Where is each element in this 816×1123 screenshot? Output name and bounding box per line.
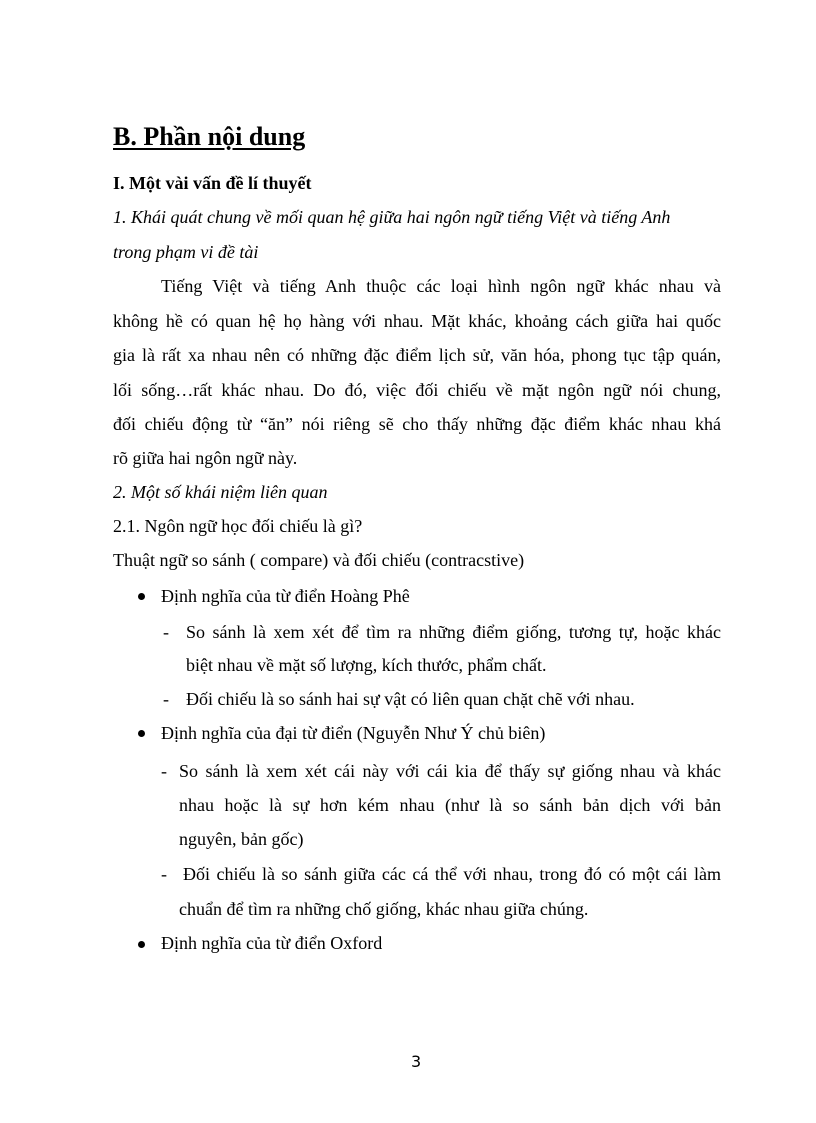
definition-item-line: biệt nhau về mặt số lượng, kích thước, phẩm chất. <box>186 655 547 675</box>
definition-item-line: So sánh là xem xét cái này với cái kia để thấy sự giống nhau và khác <box>179 761 721 781</box>
bullet-icon <box>138 593 145 600</box>
paragraph-line: gia là rất xa nhau nên có những đặc điểm lịch sử, văn hóa, phong tục tập quán, <box>113 345 721 365</box>
bullet-icon <box>138 730 145 737</box>
definition-label: Định nghĩa của từ điển Oxford <box>161 933 383 953</box>
definition-item-line: Đối chiếu là so sánh hai sự vật có liên quan chặt chẽ với nhau. <box>186 689 635 709</box>
paragraph-line: lối sống…rất khác nhau. Do đó, việc đối chiếu về mặt ngôn ngữ nói chung, <box>113 380 721 400</box>
terms-line: Thuật ngữ so sánh ( compare) và đối chiếu (contracstive) <box>113 550 525 570</box>
paragraph-line: không hề có quan hệ họ hàng với nhau. Mặt khác, khoảng cách giữa hai quốc <box>113 311 721 331</box>
definition-label: Định nghĩa của đại từ điển (Nguyễn Như Ý chủ biên) <box>161 723 546 743</box>
definition-label: Định nghĩa của từ điển Hoàng Phê <box>161 586 410 606</box>
section-title: B. Phần nội dung <box>113 122 306 151</box>
paragraph-line: rõ giữa hai ngôn ngữ này. <box>113 448 298 468</box>
paragraph-line: Tiếng Việt và tiếng Anh thuộc các loại hình ngôn ngữ khác nhau và <box>161 276 721 296</box>
subsection-2-1-title: 2.1. Ngôn ngữ học đối chiếu là gì? <box>113 516 363 536</box>
subsection-1-title: 1. Khái quát chung về mối quan hệ giữa hai ngôn ngữ tiếng Việt và tiếng Anh <box>113 207 671 227</box>
dash-icon: - <box>163 622 169 642</box>
definition-item-line: nhau hoặc là sự hơn kém nhau (như là so sánh bản dịch với bản <box>179 795 721 815</box>
subsection-1-title-cont: trong phạm vi đề tài <box>113 242 259 262</box>
dash-icon: - <box>161 761 167 781</box>
subsection-2-title: 2. Một số khái niệm liên quan <box>113 482 328 502</box>
definition-item-line: Đối chiếu là so sánh giữa các cá thể với nhau, trong đó có một cái làm <box>183 864 721 884</box>
dash-icon: - <box>163 689 169 709</box>
bullet-icon <box>138 941 145 948</box>
part-title: I. Một vài vấn đề lí thuyết <box>113 173 312 193</box>
page-number: 3 <box>411 1052 422 1071</box>
definition-item-line: chuẩn để tìm ra những chố giống, khác nhau giữa chúng. <box>179 899 589 919</box>
paragraph-line: đối chiếu động từ “ăn” nói riêng sẽ cho thấy những đặc điểm khác nhau khá <box>113 414 721 434</box>
dash-icon: - <box>161 864 167 884</box>
definition-item-line: So sánh là xem xét để tìm ra những điểm giống, tương tự, hoặc khác <box>186 622 721 642</box>
definition-item-line: nguyên, bản gốc) <box>179 829 304 849</box>
